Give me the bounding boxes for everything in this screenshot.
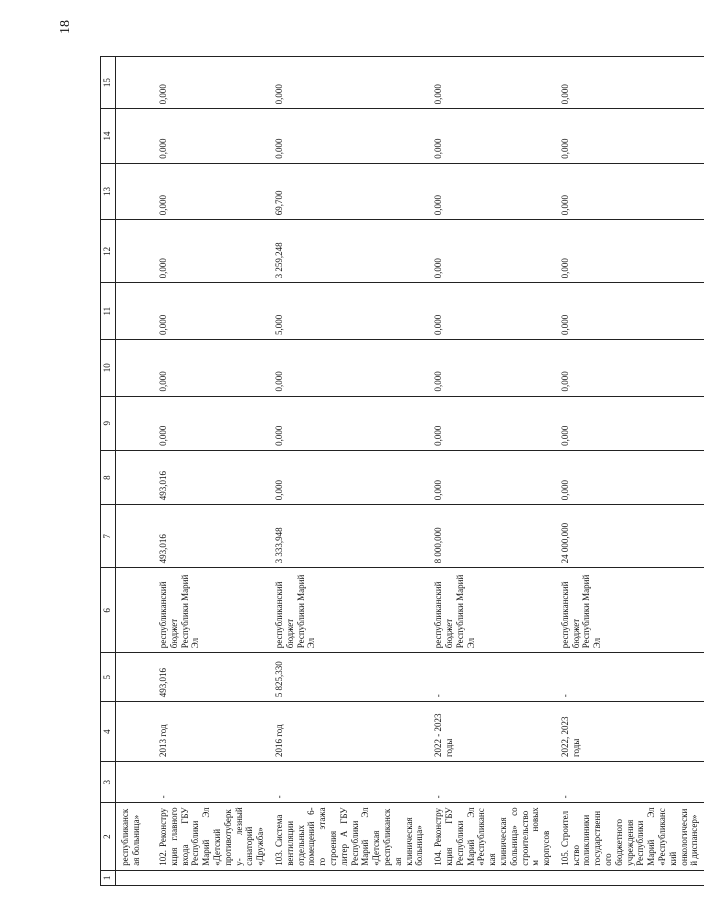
cell-c10: 0,000 (556, 339, 704, 396)
cell-c9: 0,000 (154, 396, 270, 450)
table-row (270, 57, 429, 886)
table-row-continuation (116, 57, 155, 886)
cell-c9: 0,000 (556, 396, 704, 450)
cell-c3: - (270, 762, 429, 803)
table-row (429, 57, 556, 886)
cell-num (116, 870, 155, 885)
cell-c11: 0,000 (556, 283, 704, 340)
cell-c15: 0,000 (270, 57, 429, 109)
col-header: 7 (101, 505, 116, 568)
cell-period: 2016 год (270, 702, 429, 762)
cell-c15: 0,000 (429, 57, 556, 109)
row-number: 103. (273, 850, 284, 866)
cell-c8: 493,016 (154, 450, 270, 504)
cell-c5: 493,016 (154, 653, 270, 702)
cell-num (429, 870, 556, 885)
cell-c10: 0,000 (154, 339, 270, 396)
cell-c11: 0,000 (154, 283, 270, 340)
col-header: 15 (101, 57, 116, 109)
cell-c10: 0,000 (270, 339, 429, 396)
cell-c8: 0,000 (556, 450, 704, 504)
row-name: Строительство поликлиники государственного бюджетного учреждения Республики Марий Эл «Республиканский онкологический диспансер» (559, 807, 700, 866)
cell-c13: 0,000 (429, 163, 556, 220)
row-number: 104. (433, 850, 444, 866)
cell-c12: 0,000 (154, 220, 270, 283)
cell-c13: 0,000 (556, 163, 704, 220)
table-row (154, 57, 270, 886)
cell-c5: - (556, 653, 704, 702)
row-name: Реконструкция главного входа ГБУ Республики Марий Эл «Детский противотуберку- лезный санаторий «Дружба» (158, 807, 266, 866)
cell-c12: 0,000 (429, 220, 556, 283)
cell-name (270, 803, 429, 870)
cell-source: республиканский бюджет Республики Марий Эл (556, 568, 704, 653)
page-number: 18 (58, 20, 73, 34)
cell-period: 2022, 2023 годы (556, 702, 704, 762)
col-header: 12 (101, 220, 116, 283)
row-name: Система вентиляции отдельных помещений 6-го этажа строения литер А ГБУ Республики Марий Эл «Детская республиканская клиническая больница» (273, 807, 425, 866)
row-number: 102. (158, 850, 168, 866)
cell-c5: - (429, 653, 556, 702)
table-row (556, 57, 704, 886)
cell-c10: 0,000 (429, 339, 556, 396)
col-header: 8 (101, 450, 116, 504)
cell-c3: - (154, 762, 270, 803)
cell-c14: 0,000 (154, 109, 270, 163)
cell-c3: - (556, 762, 704, 803)
cell-name (429, 803, 556, 870)
cell-name (154, 803, 270, 870)
cell-period: 2022 - 2023 годы (429, 702, 556, 762)
cell-c12: 0,000 (556, 220, 704, 283)
cell-num (556, 870, 704, 885)
col-header: 14 (101, 109, 116, 163)
row-number: 105. (559, 850, 570, 866)
cell-c13: 69,700 (270, 163, 429, 220)
cell-c12: 3 259,248 (270, 220, 429, 283)
cell-source: республиканский бюджет Республики Марий Эл (154, 568, 270, 653)
cell-c14: 0,000 (556, 109, 704, 163)
col-header: 4 (101, 702, 116, 762)
cell-num (154, 870, 270, 885)
cell-source: республиканский бюджет Республики Марий Эл (429, 568, 556, 653)
cell-period: 2013 год (154, 702, 270, 762)
cell-c15: 0,000 (154, 57, 270, 109)
cell-name (556, 803, 704, 870)
cell-c15: 0,000 (556, 57, 704, 109)
column-number-header (101, 57, 116, 886)
cell-c9: 0,000 (429, 396, 556, 450)
cell-c13: 0,000 (154, 163, 270, 220)
budget-table (100, 56, 704, 886)
cell-c14: 0,000 (429, 109, 556, 163)
rotated-table-wrapper (100, 56, 700, 886)
cell-c7: 24 000,000 (556, 505, 704, 568)
cell-name: республиканская больница» (116, 803, 155, 870)
col-header: 13 (101, 163, 116, 220)
col-header: 1 (101, 870, 116, 885)
row-name: Реконструкция ГБУ Республики Марий Эл «Республиканская клиническая больница» со строительством новых корпусов (433, 807, 552, 866)
col-header: 6 (101, 568, 116, 653)
col-header: 2 (101, 803, 116, 870)
cell-num (270, 870, 429, 885)
cell-c7: 3 333,948 (270, 505, 429, 568)
cell-c8: 0,000 (270, 450, 429, 504)
cell-c7: 493,016 (154, 505, 270, 568)
col-header: 10 (101, 339, 116, 396)
col-header: 11 (101, 283, 116, 340)
cell-c11: 0,000 (429, 283, 556, 340)
cell-c9: 0,000 (270, 396, 429, 450)
cell-source: республиканский бюджет Республики Марий Эл (270, 568, 429, 653)
cell-c7: 8 000,000 (429, 505, 556, 568)
col-header: 5 (101, 653, 116, 702)
cell-c14: 0,000 (270, 109, 429, 163)
cell-c5: 5 825,330 (270, 653, 429, 702)
cell-c11: 5,000 (270, 283, 429, 340)
col-header: 9 (101, 396, 116, 450)
cell-c3: - (429, 762, 556, 803)
cell-c8: 0,000 (429, 450, 556, 504)
col-header: 3 (101, 762, 116, 803)
